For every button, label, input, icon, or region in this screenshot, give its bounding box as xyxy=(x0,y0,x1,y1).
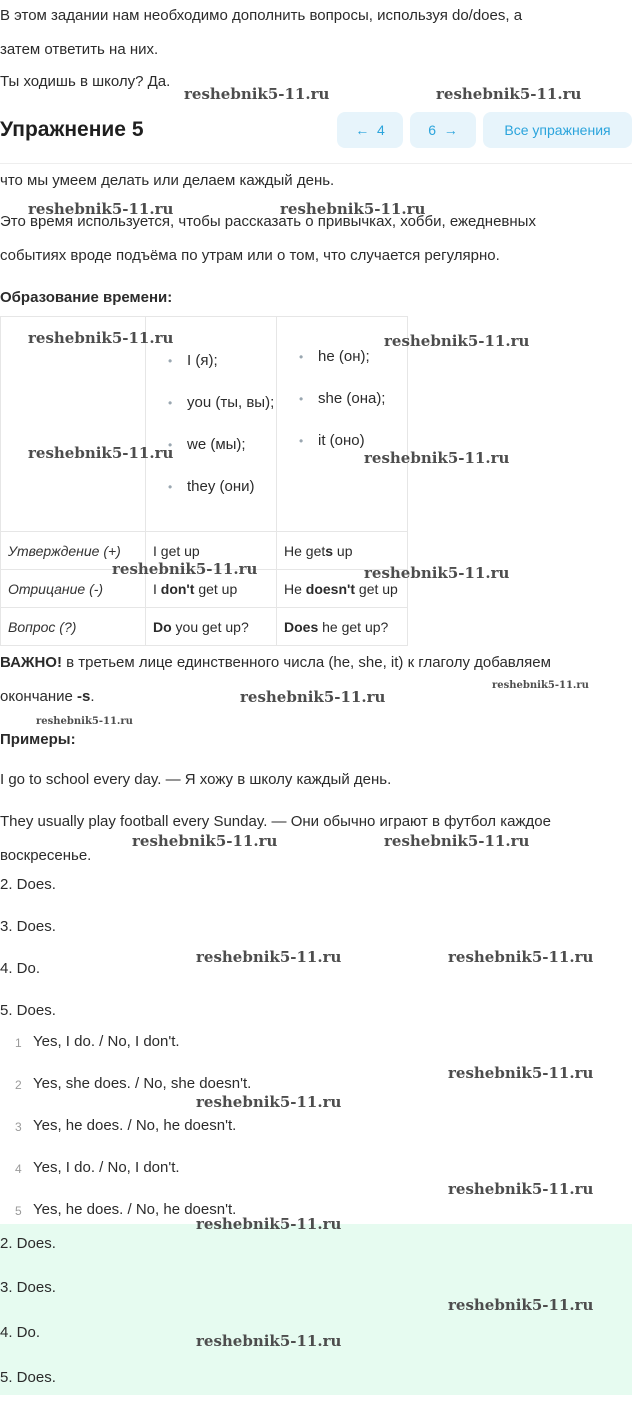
pronoun-item: • she (она); xyxy=(293,378,407,420)
formation-heading: Образование времени: xyxy=(0,289,173,306)
watermark: reshebnik5-11.ru xyxy=(240,688,386,706)
all-exercises-button[interactable]: Все упражнения xyxy=(483,112,632,148)
pronoun-item: • he (он); xyxy=(293,336,407,378)
example-2-line-1: They usually play football every Sunday. — Они обычно играют в футбол каждое xyxy=(0,813,551,830)
watermark: reshebnik5-11.ru xyxy=(364,449,510,467)
arrow-right-icon: → xyxy=(443,122,458,138)
watermark: reshebnik5-11.ru xyxy=(448,1296,594,1314)
row-cell: I get up xyxy=(146,532,277,570)
theory-line-2: Это время используется, чтобы рассказать о привычках, хобби, ежедневных xyxy=(0,213,536,230)
watermark: reshebnik5-11.ru xyxy=(364,564,510,582)
row-label: Отрицание (-) xyxy=(1,570,146,608)
pronoun-item: • I (я); xyxy=(162,340,276,382)
row-cell: Does he get up? xyxy=(277,608,408,646)
theory-line-1: что мы умеем делать или делаем каждый день. xyxy=(0,172,335,189)
answer-item: 4. Do. xyxy=(0,960,41,977)
row-label: Утверждение (+) xyxy=(1,532,146,570)
watermark: reshebnik5-11.ru xyxy=(28,329,174,347)
watermark: reshebnik5-11.ru xyxy=(436,85,582,103)
next-exercise-number: 6 xyxy=(428,122,436,138)
list-item: Yes, I do. / No, I don't. xyxy=(33,1159,180,1176)
row-cell: He doesn't get up xyxy=(277,570,408,608)
watermark: reshebnik5-11.ru xyxy=(196,1332,342,1350)
list-number: 5 xyxy=(15,1204,22,1218)
list-item: Yes, he does. / No, he doesn't. xyxy=(33,1117,237,1134)
pronoun-item: • we (мы); xyxy=(162,424,276,466)
watermark: reshebnik5-11.ru xyxy=(280,200,426,218)
intro-line-3: Ты ходишь в школу? Да. xyxy=(0,73,171,90)
next-exercise-button[interactable] xyxy=(410,112,476,148)
watermark: reshebnik5-11.ru xyxy=(492,680,589,691)
pronoun-item: • it (оно) xyxy=(293,420,407,462)
row-cell: Do you get up? xyxy=(146,608,277,646)
list-item: Yes, she does. / No, she doesn't. xyxy=(33,1075,252,1092)
watermark: reshebnik5-11.ru xyxy=(196,1093,342,1111)
header-divider xyxy=(0,163,632,164)
row-label: Вопрос (?) xyxy=(1,608,146,646)
watermark: reshebnik5-11.ru xyxy=(448,1064,594,1082)
watermark: reshebnik5-11.ru xyxy=(196,1215,342,1233)
answer-item: 2. Does. xyxy=(0,876,56,893)
important-label: ВАЖНО! xyxy=(0,654,62,671)
watermark: reshebnik5-11.ru xyxy=(36,716,133,727)
answer-item: 2. Does. xyxy=(0,1235,56,1252)
watermark: reshebnik5-11.ru xyxy=(112,560,258,578)
watermark: reshebnik5-11.ru xyxy=(28,200,174,218)
prev-exercise-number: 4 xyxy=(376,122,385,138)
list-item: Yes, I do. / No, I don't. xyxy=(33,1033,180,1050)
important-note: ВАЖНО! в третьем лице единственного числа (he, she, it) к глаголу добавляем xyxy=(0,654,551,671)
empty-header-cell xyxy=(1,317,146,532)
prev-exercise-button[interactable] xyxy=(337,112,403,148)
intro-line-1: В этом задании нам необходимо дополнить вопросы, используя do/does, а xyxy=(0,7,523,24)
examples-heading: Примеры: xyxy=(0,731,76,748)
watermark: reshebnik5-11.ru xyxy=(384,832,530,850)
example-1: I go to school every day. — Я хожу в школу каждый день. xyxy=(0,771,392,788)
list-item: Yes, he does. / No, he doesn't. xyxy=(33,1201,237,1218)
watermark: reshebnik5-11.ru xyxy=(28,444,174,462)
page-title: Упражнение 5 xyxy=(0,118,144,141)
pronoun-cell-plural xyxy=(146,317,277,532)
watermark: reshebnik5-11.ru xyxy=(184,85,330,103)
example-2-line-2: воскресенье. xyxy=(0,847,92,864)
answer-item: 5. Does. xyxy=(0,1002,56,1019)
pronoun-item: • you (ты, вы); xyxy=(162,382,276,424)
list-number: 2 xyxy=(15,1078,22,1092)
answer-item: 5. Does. xyxy=(0,1369,56,1386)
table-row xyxy=(1,608,408,646)
intro-line-2: затем ответить на них. xyxy=(0,41,159,58)
list-number: 1 xyxy=(15,1036,22,1050)
formation-table xyxy=(0,316,408,646)
row-cell: He gets up xyxy=(277,532,408,570)
theory-line-3: событиях вроде подъёма по утрам или о том, что случается регулярно. xyxy=(0,247,500,264)
watermark: reshebnik5-11.ru xyxy=(196,948,342,966)
row-cell: I don't get up xyxy=(146,570,277,608)
watermark: reshebnik5-11.ru xyxy=(132,832,278,850)
list-number: 4 xyxy=(15,1162,22,1176)
list-number: 3 xyxy=(15,1120,22,1134)
watermark: reshebnik5-11.ru xyxy=(448,1180,594,1198)
answer-item: 3. Does. xyxy=(0,1279,56,1296)
watermark: reshebnik5-11.ru xyxy=(448,948,594,966)
arrow-left-icon: ← xyxy=(355,122,370,138)
pronoun-item: • they (они) xyxy=(162,466,276,508)
important-note-line-2: окончание -s. xyxy=(0,688,95,705)
watermark: reshebnik5-11.ru xyxy=(384,332,530,350)
answer-item: 3. Does. xyxy=(0,918,56,935)
answer-item: 4. Do. xyxy=(0,1324,41,1341)
